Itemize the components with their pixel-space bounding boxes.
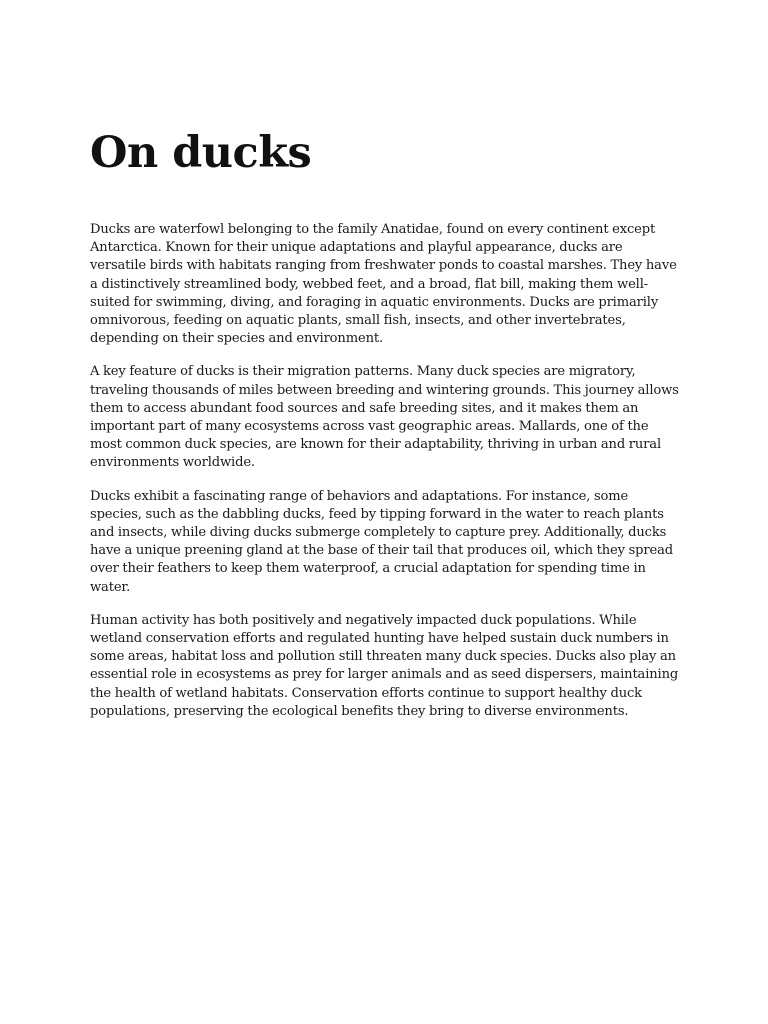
document-page <box>90 0 680 736</box>
paragraph-behaviors: Ducks exhibit a fascinating range of behaviors and adaptations. For instance, some species, such as the dabbling ducks, feed by tipping forward in the water to reach plants and insects, while diving ducks submerge completely to capture prey. Additionally, ducks have a unique preening gland at the base of their tail that produces oil, which they spread over their feathers to keep them waterproof, a crucial adaptation for spending time in water. <box>90 488 674 595</box>
paragraph-human-impact: Human activity has both positively and negatively impacted duck populations. While wetland conservation efforts and regulated hunting have helped sustain duck numbers in some areas, habitat loss and pollution still threaten many duck species. Ducks also play an essential role in ecosystems as prey for larger animals and as seed dispersers, maintaining the health of wetland habitats. Conservation efforts continue to support healthy duck populations, preserving the ecological benefits they bring to diverse environments. <box>90 612 679 719</box>
paragraph-migration: A key feature of ducks is their migration patterns. Many duck species are migratory, traveling thousands of miles between breeding and wintering grounds. This journey allows them to access abundant food sources and safe breeding sites, and it makes them an important part of many ecosystems across vast geographic areas. Mallards, one of the most common duck species, are known for their adaptability, thriving in urban and rural environments worldwide. <box>90 364 679 471</box>
paragraph-intro: Ducks are waterfowl belonging to the family Anatidae, found on every continent except Antarctica. Known for their unique adaptations and playful appearance, ducks are versatile birds with habitats ranging from freshwater ponds to coastal marshes. They have a distinctively streamlined body, webbed feet, and a broad, flat bill, making them well-suited for swimming, diving, and foraging in aquatic environments. Ducks are primarily omnivorous, feeding on aquatic plants, small fish, insects, and other invertebrates, depending on their species and environment. <box>90 222 677 347</box>
page-title: On ducks <box>90 128 312 178</box>
document-body <box>90 221 680 721</box>
